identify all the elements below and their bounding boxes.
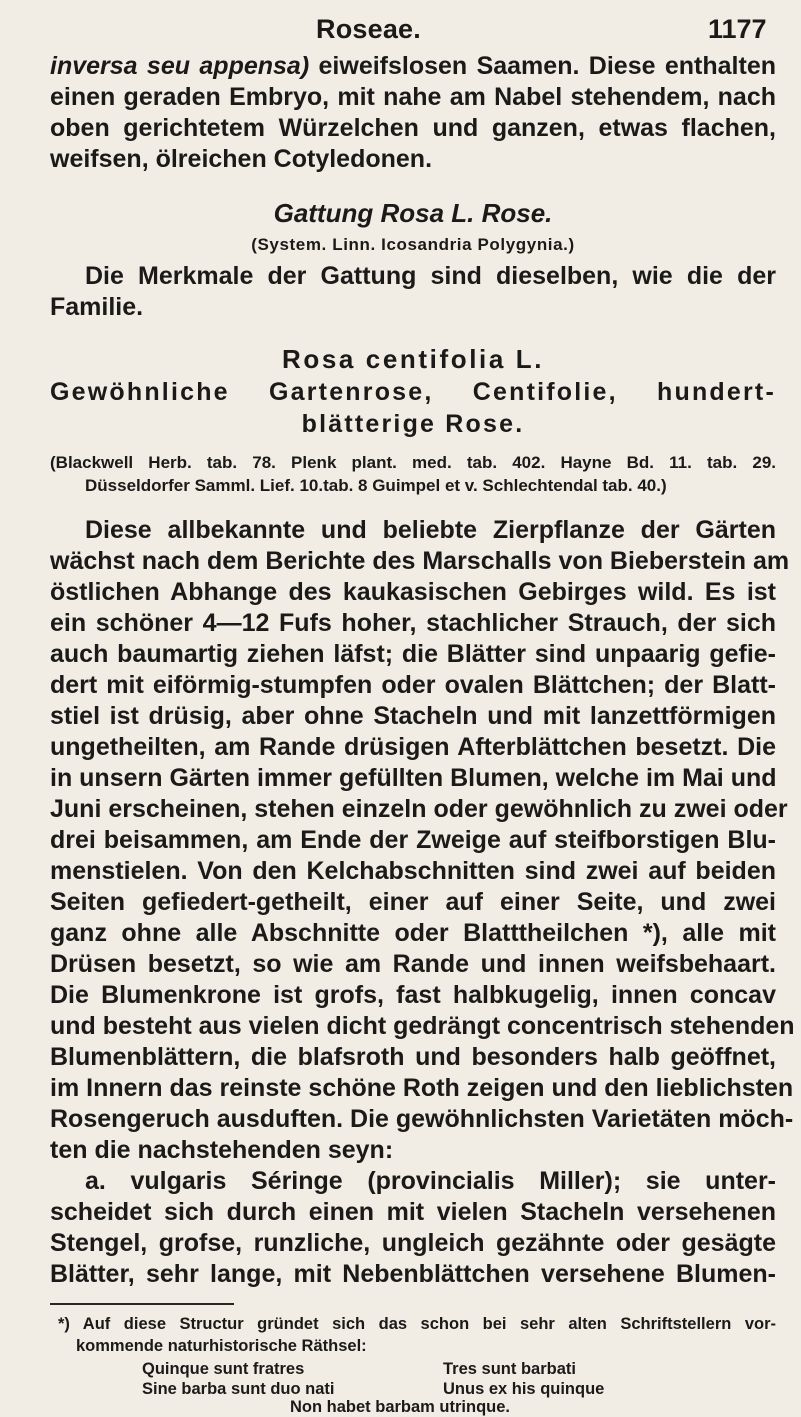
body-line: Blumenblättern, die blafsroth und besonders halb geöffnet, (50, 1043, 776, 1071)
body-line: in unsern Gärten immer gefüllten Blumen, welche im Mai und (50, 764, 777, 792)
body-line: und besteht aus vielen dicht gedrängt concentrisch stehenden (50, 1012, 795, 1040)
body-line: Diese allbekannte und beliebte Zierpflanze der Gärten (85, 516, 776, 544)
body-line: Seiten gefiedert-getheilt, einer auf einer Seite, und zwei (50, 888, 776, 916)
body-line: auch baumartig ziehen läfst; die Blätter sind unpaarig gefie- (50, 640, 776, 668)
genus-system: (System. Linn. Icosandria Polygynia.) (251, 235, 575, 254)
body-line: Drüsen besetzt, so wie am Rande und innen weifsbehaart. (50, 950, 776, 978)
reference-line-2: Düsseldorfer Samml. Lief. 10.tab. 8 Guimpel et v. Schlechtendal tab. 40.) (85, 476, 667, 495)
body-line: ungetheilten, am Rande drüsigen Afterblättchen besetzt. Die (50, 733, 776, 761)
riddle-verse-center: Non habet barbam utrinque. (290, 1398, 511, 1416)
intro-line-4: weifsen, ölreichen Cotyledonen. (50, 145, 433, 173)
body-line: drei beisammen, am Ende der Zweige auf steifborstigen Blu- (50, 826, 776, 854)
intro-line-1-text: eiweifslosen Saamen. Diese enthalten (309, 52, 776, 80)
intro-line-3: oben gerichtetem Würzelchen und ganzen, etwas flachen, (50, 114, 776, 142)
intro-line-2: einen geraden Embryo, mit nahe am Nabel stehendem, nach (50, 83, 776, 111)
body-line: ten die nachstehenden seyn: (50, 1136, 394, 1164)
variety-line-4: Blätter, sehr lange, mit Nebenblättchen versehene Blumen- (50, 1260, 776, 1288)
genus-line-1: Die Merkmale der Gattung sind dieselben, wie die der (85, 262, 776, 290)
intro-line-1 (50, 52, 776, 81)
riddle-verse-left-2: Sine barba sunt duo nati (142, 1380, 335, 1398)
reference-line-1: (Blackwell Herb. tab. 78. Plenk plant. med. tab. 402. Hayne Bd. 11. tab. 29. (50, 453, 776, 472)
genus-heading: Gattung Rosa L. Rose. (273, 198, 553, 228)
footnote-rule (50, 1303, 234, 1305)
riddle-verse-left-1: Quinque sunt fratres (142, 1360, 305, 1378)
running-header (0, 10, 801, 50)
body-line: ganz ohne alle Abschnitte oder Blatttheilchen *), alle mit (50, 919, 776, 947)
common-name-1: Gewöhnliche Gartenrose, Centifolie, hundert- (50, 378, 776, 406)
species-name: Rosa centifolia L. (281, 344, 545, 374)
variety-line-1: a. vulgaris Séringe (provincialis Miller); sie unter- (85, 1167, 776, 1195)
variety-line-2: scheidet sich durch einen mit vielen Stacheln versehenen (50, 1198, 776, 1226)
body-line: östlichen Abhange des kaukasischen Gebirges wild. Es ist (50, 578, 776, 606)
body-line: wächst nach dem Berichte des Marschalls von Bieberstein am (50, 547, 790, 575)
intro-italic: inversa seu appensa) (50, 52, 310, 80)
body-line: menstielen. Von den Kelchabschnitten sind zwei auf beiden (50, 857, 776, 885)
common-name-2: blätterige Rose. (301, 410, 525, 438)
body-line: Rosengeruch ausduften. Die gewöhnlichsten Varietäten möch- (50, 1105, 794, 1133)
genus-line-2: Familie. (50, 293, 144, 321)
riddle-verse-right-1: Tres sunt barbati (443, 1360, 576, 1378)
body-line: Juni erscheinen, stehen einzeln oder gewöhnlich zu zwei oder (50, 795, 788, 823)
body-line: stiel ist drüsig, aber ohne Stacheln und mit lanzettförmigen (50, 702, 776, 730)
running-title: Roseae. (316, 14, 421, 44)
variety-line-3: Stengel, grofse, runzliche, ungleich gezähnte oder gesägte (50, 1229, 776, 1257)
body-line: dert mit eiförmig-stumpfen oder ovalen Blättchen; der Blatt- (50, 671, 776, 699)
footnote-line-2: kommende naturhistorische Räthsel: (76, 1337, 367, 1355)
footnote-line-1: *) Auf diese Structur gründet sich das schon bei sehr alten Schriftstellern vor- (58, 1315, 776, 1333)
page-number: 1177 (708, 14, 767, 44)
riddle-verse-right-2: Unus ex his quinque (443, 1380, 605, 1398)
body-line: im Innern das reinste schöne Roth zeigen und den lieblichsten (50, 1074, 794, 1102)
body-line: Die Blumenkrone ist grofs, fast halbkugelig, innen concav (50, 981, 776, 1009)
body-line: ein schöner 4—12 Fufs hoher, stachlicher Strauch, der sich (50, 609, 776, 637)
